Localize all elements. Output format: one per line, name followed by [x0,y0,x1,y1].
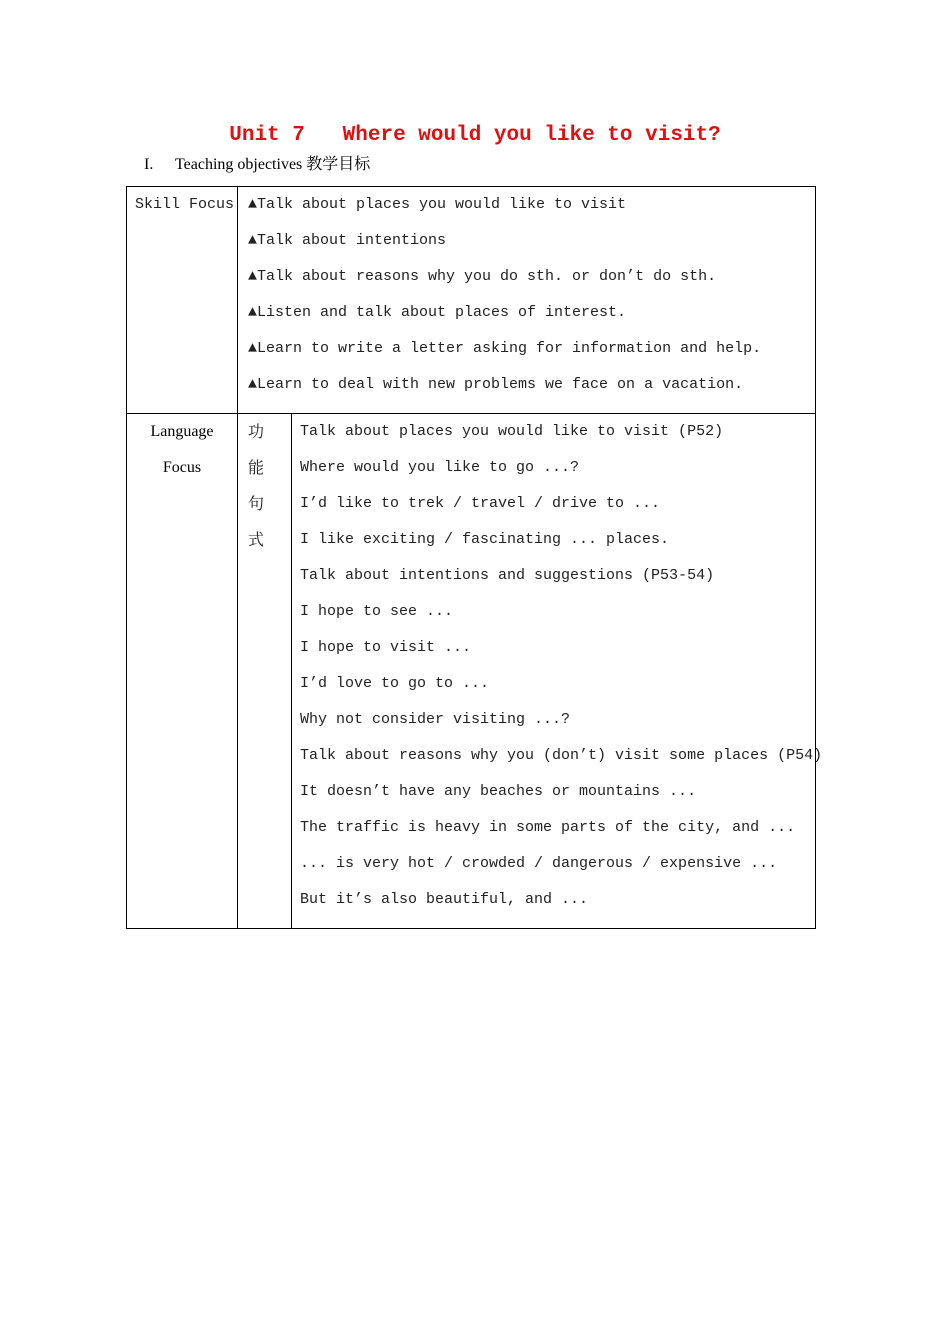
sentence-line: Why not consider visiting ...? [300,711,571,728]
skill-item: ▲Learn to write a letter asking for information and help. [248,340,762,357]
function-sentences-label [238,414,291,562]
language-focus-label-line2: Focus [162,459,202,476]
sentence-line: I hope to visit ... [300,639,472,656]
skill-item: ▲Talk about reasons why you do sth. or don’t do sth. [248,268,717,285]
function-sentences-label-cell [238,414,292,929]
skill-item: ▲Learn to deal with new problems we face on a vacation. [248,376,744,393]
skill-item: ▲Talk about intentions [248,232,447,249]
language-focus-row [127,414,816,929]
skill-item: ▲Talk about places you would like to visit [248,196,627,213]
sentence-line: I hope to see ... [300,603,454,620]
sentence-line: ... is very hot / crowded / dangerous / expensive ... [300,855,778,872]
section-label: Teaching objectives 教学目标 [175,156,371,173]
sentence-line: Talk about intentions and suggestions (P53-54) [300,567,715,584]
skill-focus-items-cell [238,187,816,414]
sentence-line: Where would you like to go ...? [300,459,580,476]
section-heading [144,151,370,174]
skill-focus-label: Skill Focus [135,196,235,213]
sentence-line: I’d love to go to ... [300,675,490,692]
function-char: 式 [248,530,265,549]
sentence-line: It doesn’t have any beaches or mountains ... [300,783,697,800]
sentence-line: Talk about places you would like to visit (P52) [300,423,724,440]
skill-focus-row [127,187,816,414]
objectives-table [126,186,823,929]
language-focus-label [127,414,237,490]
sentence-line: But it’s also beautiful, and ... [300,891,589,908]
sentence-line: I like exciting / fascinating ... places. [300,531,670,548]
function-char: 功 [248,422,265,441]
page-title: Unit 7 Where would you like to visit? [229,124,721,147]
function-char: 能 [248,458,265,477]
function-sentences-list [292,414,823,928]
function-sentences-cell [292,414,823,929]
sentence-line: Talk about reasons why you (don’t) visit some places (P54) [300,747,823,764]
sentence-line: I’d like to trek / travel / drive to ... [300,495,661,512]
function-char: 句 [248,494,265,513]
language-focus-label-line1: Language [150,423,214,440]
sentence-line: The traffic is heavy in some parts of the city, and ... [300,819,796,836]
section-number: I. [144,156,154,173]
skill-item: ▲Listen and talk about places of interest. [248,304,627,321]
skill-focus-list [238,187,815,413]
skill-focus-label-cell [127,187,238,414]
language-focus-label-cell [127,414,238,929]
